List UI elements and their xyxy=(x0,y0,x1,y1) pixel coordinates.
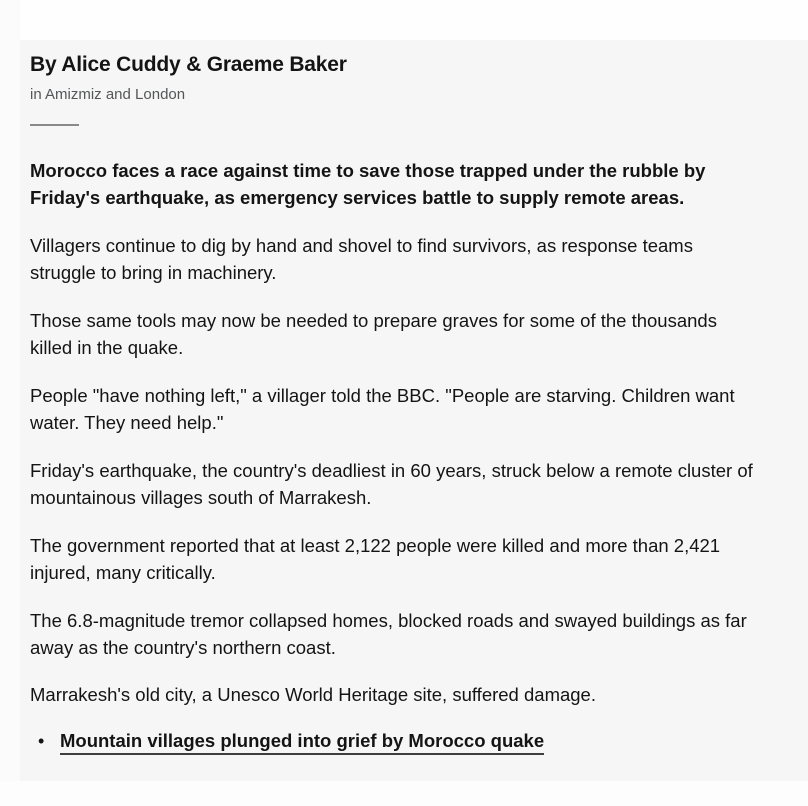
byline-divider xyxy=(30,124,79,126)
article-body xyxy=(20,40,808,781)
bullet-icon: • xyxy=(38,731,45,751)
related-article-link[interactable]: Mountain villages plunged into grief by Morocco quake xyxy=(60,729,544,755)
article-paragraph: Marrakesh's old city, a Unesco World Heritage site, suffered damage. xyxy=(30,684,596,705)
byline-location: in Amizmiz and London xyxy=(30,86,186,103)
article-paragraph: The government reported that at least 2,122 people were killed and more than 2,421 injured, many critically. xyxy=(30,535,721,583)
related-link-item xyxy=(30,729,544,759)
article-lead: Morocco faces a race against time to save those trapped under the rubble by Friday's earthquake, as emergency services battle to supply remote areas. xyxy=(30,160,706,208)
article-paragraph: The 6.8-magnitude tremor collapsed homes, blocked roads and swayed buildings as far away as the country's northern coast. xyxy=(30,610,747,658)
byline-authors: By Alice Cuddy & Graeme Baker xyxy=(30,53,347,76)
article-paragraph: Villagers continue to dig by hand and shovel to find survivors, as response teams struggle to bring in machinery. xyxy=(30,235,693,283)
left-margin xyxy=(0,0,20,806)
article-paragraph: Those same tools may now be needed to prepare graves for some of the thousands killed in the quake. xyxy=(30,310,717,358)
bottom-margin xyxy=(0,781,808,806)
article-paragraph: People "have nothing left," a villager told the BBC. "People are starving. Children want water. They need help." xyxy=(30,385,735,433)
top-margin xyxy=(0,0,808,40)
article-paragraph: Friday's earthquake, the country's deadliest in 60 years, struck below a remote cluster of mountainous villages south of Marrakesh. xyxy=(30,460,753,508)
